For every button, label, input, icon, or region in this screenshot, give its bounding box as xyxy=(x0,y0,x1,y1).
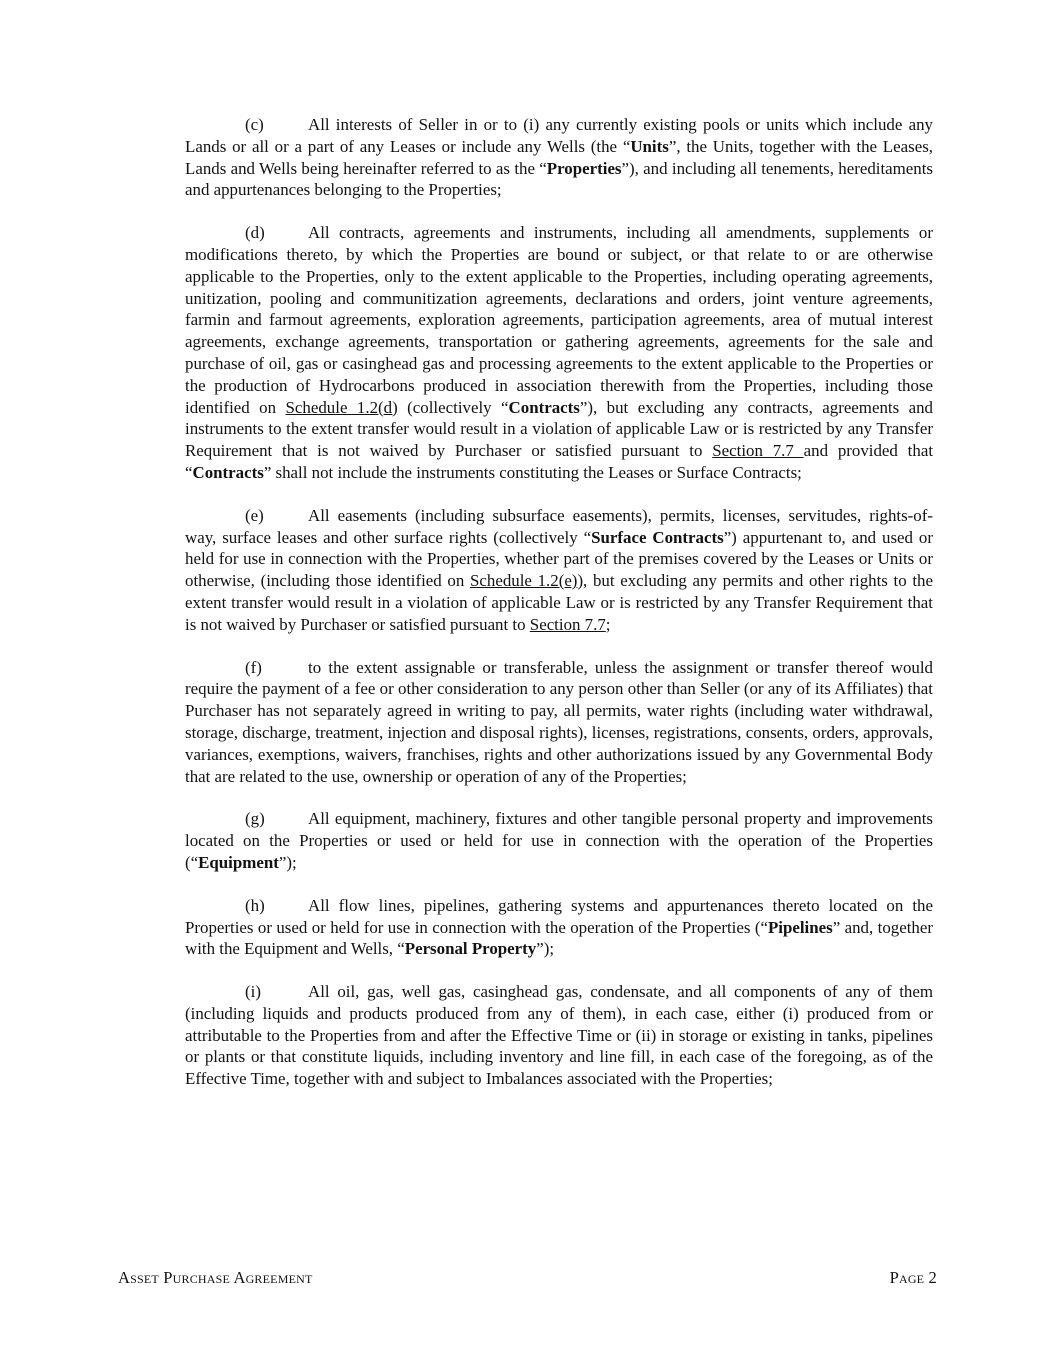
paragraph-e xyxy=(185,505,933,636)
text-run: ), but excluding any permits and other rights to the extent transfer would result in a violation of applicable Law or is restricted by any Transfer Requirement that is not waived by Purchaser or satisfied pursuant to xyxy=(185,571,933,634)
contract-body xyxy=(185,114,933,1111)
paragraph-label-d: (d) xyxy=(245,223,265,243)
text-run: to the extent assignable or transferable, unless the assignment or transfer thereof would require the payment of a fee or other consideration to any person other than Seller (or any of its Affiliates) that Purchaser has not separately agreed in writing to pay, all permits, water rights (including water withdrawal, storage, discharge, treatment, injection and disposal rights), licenses, registrations, consents, orders, approvals, variances, exemptions, waivers, franchises, rights and other authorizations issued by any Governmental Body that are related to the use, ownership or operation of any of the Properties; xyxy=(185,657,933,786)
footer-page-number: Page 2 xyxy=(889,1268,937,1287)
defined-term: Properties xyxy=(546,158,622,178)
text-run: ”), and including all tenements, hereditaments and appurtenances belonging to the Properties; xyxy=(185,158,933,200)
text-run: ” and, together with the Equipment and Wells, “ xyxy=(185,917,933,959)
defined-term: Pipelines xyxy=(767,917,833,937)
text-run: ” shall not include the instruments constituting the Leases or Surface Contracts; xyxy=(263,462,802,482)
page-footer xyxy=(118,1268,937,1288)
paragraph-label-i: (i) xyxy=(245,982,261,1002)
text-run: All equipment, machinery, fixtures and other tangible personal property and improvements located on the Properties or used or held for use in connection with the operation of the Properties (“ xyxy=(185,809,933,872)
defined-term: Contracts xyxy=(192,462,264,482)
paragraph-label-e: (e) xyxy=(245,505,264,525)
paragraph-label-f: (f) xyxy=(245,657,262,677)
defined-term: Contracts xyxy=(508,397,580,417)
defined-term: Equipment xyxy=(198,852,279,872)
paragraph-label-h: (h) xyxy=(245,895,265,915)
defined-term: Units xyxy=(630,136,669,156)
text-run: ”, the Units, together with the Leases, Lands and Wells being hereinafter referred to as the “ xyxy=(185,136,933,178)
paragraph-g xyxy=(185,808,933,873)
paragraph-d xyxy=(185,222,933,484)
text-run: All flow lines, pipelines, gathering systems and appurtenances thereto located on the Properties or used or held for use in connection with the operation of the Properties (“ xyxy=(185,895,933,937)
text-run: ”); xyxy=(536,939,555,959)
defined-term: Surface Contracts xyxy=(591,527,724,547)
text-run: ”) appurtenant to, and used or held for use in connection with the Properties, whether part of the premises covered by the Leases or Units or otherwise, (including those identified on xyxy=(185,527,934,591)
text-run: All easements (including subsurface easements), permits, licenses, servitudes, rights-of-way, surface leases and other surface rights (collectively “ xyxy=(185,505,933,547)
text-run: (collectively “ xyxy=(397,397,509,417)
paragraph-label-g: (g) xyxy=(245,809,265,829)
cross-reference: Section 7.7 xyxy=(529,614,606,634)
footer-document-title: Asset Purchase Agreement xyxy=(118,1268,313,1287)
paragraph-i xyxy=(185,981,933,1090)
cross-reference: Schedule 1.2(e) xyxy=(469,571,578,591)
cross-reference: Section 7.7 xyxy=(712,441,804,461)
text-run: ”); xyxy=(278,852,297,872)
text-run: ”), but excluding any contracts, agreements and instruments to the extent transfer would result in a violation of applicable Law or is restricted by any Transfer Requirement that is not waived by Purchaser or satisfied pursuant to xyxy=(185,397,933,461)
paragraph-h xyxy=(185,895,933,960)
text-run: All interests of Seller in or to (i) any currently existing pools or units which include any Lands or all or a part of any Leases or include any Wells (the “ xyxy=(185,115,933,156)
paragraph-f xyxy=(185,657,933,788)
text-run: All contracts, agreements and instruments, including all amendments, supplements or modifications thereto, by which the Properties are bound or subject, or that relate to or are otherwise applicable to the Properties, only to the extent applicable to the Properties, including operating agreements, unitization, pooling and communitization agreements, declarations and orders, joint venture agreements, farmin and farmout agreements, exploration agreements, participation agreements, area of mutual interest agreements, exchange agreements, transportation or gathering agreements, agreements for the sale and purchase of oil, gas or casinghead gas and processing agreements to the extent applicable to the Properties or the production of Hydrocarbons produced in association therewith from the Properties, including those identified on xyxy=(185,223,933,417)
text-run: and provided that “ xyxy=(185,441,934,482)
cross-reference: Schedule 1.2(d) xyxy=(285,397,398,417)
paragraph-label-c: (c) xyxy=(245,115,264,134)
text-run: ; xyxy=(605,614,611,634)
defined-term: Personal Property xyxy=(404,939,537,959)
text-run: All oil, gas, well gas, casinghead gas, condensate, and all components of any of them (including liquids and products produced from any of them), in each case, either (i) produced from or attributable to the Properties from and after the Effective Time or (ii) in storage or existing in tanks, pipelines or plants or that constitute liquids, including inventory and line fill, in each case of the foregoing, as of the Effective Time, together with and subject to Imbalances associated with the Properties; xyxy=(185,982,933,1089)
paragraph-c xyxy=(185,114,933,201)
